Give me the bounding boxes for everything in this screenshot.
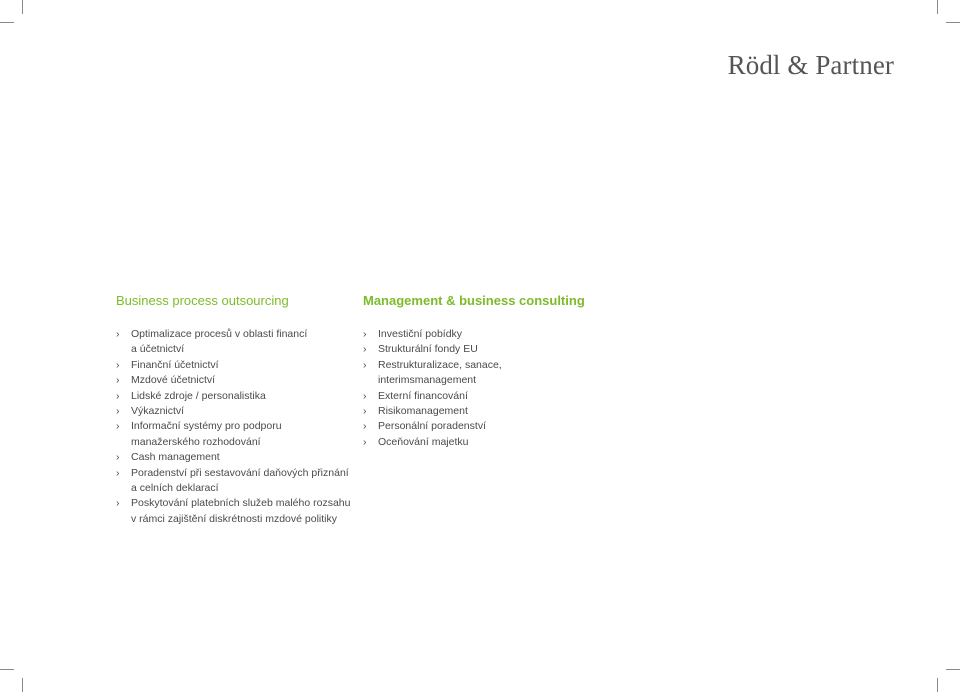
crop-mark (0, 669, 14, 670)
bullet-marker: › (116, 420, 120, 433)
bullet-marker: › (116, 405, 120, 418)
list-item-text: Oceňování majetku (378, 435, 469, 448)
crop-mark (937, 0, 938, 14)
list-item-text: Strukturální fondy EU (378, 343, 478, 356)
crop-mark (946, 669, 960, 670)
list-item (363, 404, 603, 419)
list-item (363, 358, 603, 389)
list-item (116, 466, 356, 497)
list-item-text: Finanční účetnictví (131, 358, 219, 371)
column-heading: Management & business consulting (363, 293, 585, 308)
bullet-marker: › (363, 328, 367, 340)
list-item (363, 342, 603, 357)
list-item (116, 419, 356, 450)
list-item (116, 496, 356, 527)
bullet-marker: › (116, 328, 120, 340)
list-item-text: a celních deklarací (131, 482, 219, 495)
list-item-text: Restrukturalizace, sanace, (378, 358, 502, 371)
list-item (116, 450, 356, 465)
list-item-text: manažerského rozhodování (131, 435, 261, 448)
crop-mark (0, 22, 14, 23)
crop-mark (22, 678, 23, 692)
list-item (363, 389, 603, 404)
service-list (363, 327, 603, 450)
bullet-marker: › (363, 343, 367, 356)
list-item-text: Risikomanagement (378, 405, 468, 418)
bullet-marker: › (116, 374, 120, 387)
list-item-text: a účetnictví (131, 343, 185, 356)
list-item-text: Cash management (131, 451, 220, 464)
bullet-marker: › (116, 358, 120, 371)
list-item-text: Poradenství při sestavování daňových přiznání (131, 466, 349, 479)
service-column-consulting (363, 293, 603, 450)
list-item-text: Investiční pobídky (378, 328, 463, 340)
bullet-marker: › (363, 358, 367, 371)
list-item-text: Mzdové účetnictví (131, 374, 216, 387)
list-item-text: interimsmanagement (378, 374, 477, 387)
bullet-marker: › (116, 466, 120, 479)
list-item (363, 327, 603, 342)
bullet-marker: › (363, 389, 367, 402)
list-item (116, 327, 356, 358)
column-heading: Business process outsourcing (116, 293, 289, 308)
list-item (116, 358, 356, 373)
list-item (363, 419, 603, 434)
crop-mark (937, 678, 938, 692)
list-item (116, 373, 356, 388)
list-item (116, 404, 356, 419)
service-column-outsourcing (116, 293, 356, 527)
list-item-text: Výkaznictví (131, 405, 185, 418)
bullet-marker: › (363, 405, 367, 418)
bullet-marker: › (116, 497, 120, 510)
crop-mark (946, 22, 960, 23)
brand-logo-text: Rödl & Partner (727, 50, 894, 80)
list-item-text: Poskytování platebních služeb malého rozsahu (131, 497, 351, 510)
bullet-marker: › (116, 451, 120, 464)
bullet-marker: › (363, 420, 367, 433)
list-item-text: Externí financování (378, 389, 468, 402)
list-item-text: v rámci zajištění diskrétnosti mzdové politiky (131, 512, 337, 525)
service-list (116, 327, 356, 527)
list-item (116, 389, 356, 404)
bullet-marker: › (363, 435, 367, 448)
list-item-text: Personální poradenství (378, 420, 486, 433)
crop-mark (22, 0, 23, 14)
list-item-text: Informační systémy pro podporu (131, 420, 282, 433)
bullet-marker: › (116, 389, 120, 402)
list-item-text: Optimalizace procesů v oblasti financí (131, 328, 308, 340)
list-item (363, 435, 603, 450)
list-item-text: Lidské zdroje / personalistika (131, 389, 266, 402)
